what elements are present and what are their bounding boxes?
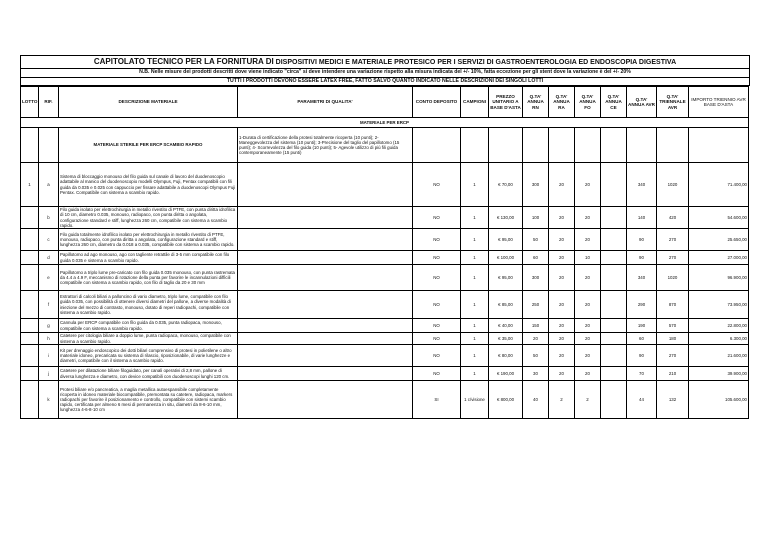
cell-importo: 22.800,00 <box>689 319 749 333</box>
cell-importo: 6.300,00 <box>689 333 749 345</box>
cell-qta-avr: 60 <box>627 333 657 345</box>
cell-conto-deposito: NO <box>413 319 461 333</box>
cell-importo: 21.600,00 <box>689 345 749 367</box>
cell-qta-rn: 50 <box>523 345 549 367</box>
cell-rif: g <box>39 319 59 333</box>
cell-rif: b <box>39 207 59 229</box>
cell-description: Kit per drenaggio endoscopico dei dotti biliari comprensivo di protesi in polietilene o altro materiale idoneo, precaricata su sistema di rilascio, riposizionabile, di varie lunghezze e diametri, compatibile con il sistema a scambio rapido. <box>59 345 238 367</box>
cell-importo: 73.950,00 <box>689 291 749 319</box>
cell-description: Filo guida totalmente idrofilico isolato per elettrochirurgia in metallo rivestito di PTFE, monouso, radiopaco, con punta diritta o angolata, configurazione standard e stiff, lunghezza 260 cm, diametro da 0.018 a 0.035, compatibile con sistema a scambio rapido. <box>59 229 238 251</box>
cell-qta-triennale: 1020 <box>657 163 689 207</box>
cell-qta-ce <box>601 207 627 229</box>
cell-qta-ra: 20 <box>549 291 575 319</box>
cell-qta-triennale: 270 <box>657 229 689 251</box>
cell-qta-avr: 70 <box>627 367 657 381</box>
cell-importo: 96.900,00 <box>689 265 749 291</box>
cell-lotto <box>21 319 39 333</box>
cell-qta-fo: 20 <box>575 367 601 381</box>
cell-qta-ra: 20 <box>549 345 575 367</box>
cell-qta-avr: 340 <box>627 265 657 291</box>
cell-params <box>238 291 413 319</box>
col-conto-deposito: CONTO DEPOSITO <box>413 87 461 118</box>
document-title <box>20 55 750 69</box>
cell-prezzo: € 190,00 <box>489 367 523 381</box>
cell-conto-deposito: NO <box>413 265 461 291</box>
cell-qta-fo: 20 <box>575 333 601 345</box>
cell-campioni: 1 <box>461 345 489 367</box>
cell-params <box>238 163 413 207</box>
cell-importo: 54.600,00 <box>689 207 749 229</box>
cell-prezzo: € 70,00 <box>489 163 523 207</box>
cell-campioni: 1 <box>461 251 489 265</box>
cell-campioni: 1 <box>461 265 489 291</box>
cell-qta-rn: 30 <box>523 367 549 381</box>
cell-conto-deposito: SI <box>413 381 461 419</box>
cell-qta-rn: 100 <box>523 207 549 229</box>
cell-rif: e <box>39 265 59 291</box>
cell-params <box>238 367 413 381</box>
cell-qta-avr: 190 <box>627 319 657 333</box>
cell-qta-fo: 20 <box>575 319 601 333</box>
table-row <box>21 319 749 333</box>
cell-conto-deposito: NO <box>413 251 461 265</box>
table-row <box>21 333 749 345</box>
cell-qta-fo: 10 <box>575 251 601 265</box>
cell-prezzo: € 100,00 <box>489 251 523 265</box>
cell-qta-triennale: 420 <box>657 207 689 229</box>
cell-rif: h <box>39 333 59 345</box>
cell-qta-ce <box>601 291 627 319</box>
cell-prezzo: € 130,00 <box>489 207 523 229</box>
cell-params <box>238 345 413 367</box>
cell-importo: 71.400,00 <box>689 163 749 207</box>
cell-prezzo: € 40,00 <box>489 319 523 333</box>
col-prezzo: PREZZO UNITARIO A BASE D'ASTA <box>489 87 523 118</box>
cell-campioni: 1 <box>461 207 489 229</box>
cell-lotto <box>21 251 39 265</box>
cell-importo: 105.600,00 <box>689 381 749 419</box>
cell-qta-ce <box>601 163 627 207</box>
cell-qta-ce <box>601 333 627 345</box>
cell-lotto <box>21 291 39 319</box>
cell-qta-ce <box>601 251 627 265</box>
subsection-row <box>21 128 749 163</box>
cell-qta-rn: 300 <box>523 265 549 291</box>
cell-description: Catetere per dilatazione biliare filoguidato, per canali operativi di 2,8 mm, pallone di diversa lunghezza e diametro, con device compatibili con duodenoscopi lunghi 120 cm. <box>59 367 238 381</box>
cell-rif: i <box>39 345 59 367</box>
cell-qta-ra: 2 <box>549 381 575 419</box>
cell-conto-deposito: NO <box>413 163 461 207</box>
table-row <box>21 367 749 381</box>
table-row <box>21 229 749 251</box>
cell-description: Papillotomo a triplo lume pre-caricato con filo guida 0.035 monouso, con punta rastremata da 4.4 a 4.9 F, meccanismo di rotazione della punta per favorire le incannulazioni difficili compatibile con sistema a scambio rapido, con filo di taglio da 20 e 30 mm <box>59 265 238 291</box>
cell-description: Sistema di bloccaggio monouso del filo guida sul canale di lavoro del duodenoscopio adattabile al manico del duodenoscopio modelli Olympus, Fuji, Pentax compatibili con fili guida da 0.035 e 0.025 con cappuccio per fissare adattabile a duodenoscopi Olympus Fuji Pentax. Compatibile con sistema a scambio rapido. <box>59 163 238 207</box>
section-title: MATERIALE PER ERCP <box>21 118 749 128</box>
col-importo: IMPORTO TRIENNIO AVR BASE D'ASTA <box>689 87 749 118</box>
cell-conto-deposito: NO <box>413 345 461 367</box>
cell-params <box>238 207 413 229</box>
cell-conto-deposito: NO <box>413 333 461 345</box>
col-parametri: PARAMETRI DI QUALITA' <box>238 87 413 118</box>
cell-prezzo: € 95,00 <box>489 265 523 291</box>
cell-qta-rn: 150 <box>523 319 549 333</box>
cell-prezzo: € 800,00 <box>489 381 523 419</box>
cell-qta-avr: 44 <box>627 381 657 419</box>
cell-rif: j <box>39 367 59 381</box>
cell-rif: c <box>39 229 59 251</box>
col-qta-triennale: Q.TA' TRIENNALE AVR <box>657 87 689 118</box>
cell-params <box>238 265 413 291</box>
cell-qta-ra: 20 <box>549 367 575 381</box>
cell-qta-triennale: 870 <box>657 291 689 319</box>
cell-description: Papillotomo ad ago monouso, ago con tagliente retrattile di 3-5 mm compatibile con filo guida 0.035 e sistema a scambio rapido. <box>59 251 238 265</box>
col-rif: RIF. <box>39 87 59 118</box>
cell-qta-triennale: 570 <box>657 319 689 333</box>
cell-qta-ce <box>601 229 627 251</box>
table-row <box>21 291 749 319</box>
cell-lotto: 1 <box>21 163 39 207</box>
lot-rows <box>21 163 749 419</box>
cell-campioni: 1 <box>461 367 489 381</box>
rif-cell <box>39 128 59 163</box>
cell-description: Estrattori di calcoli biliari a palloncino di vario diametro, triplo lume, compatibile con filo guida 0.035, con possibilità di ottenere diversi diametri del pallone, a diverse modalità di iniezione del mezzo di contrasto, monouso, dotato di reperi radiopachi, compatibile con sistema a scambio rapido. <box>59 291 238 319</box>
table-row <box>21 207 749 229</box>
cell-conto-deposito: NO <box>413 291 461 319</box>
quality-params: 1-Durata di certificazione della protesi totalmente ricoperta (10 punti); 2- Maneggevolezza del sistema (10 punti); 3-Precisione del taglio del papillotomo (15 punti); 4- Scorrevolezza del filo guida (10 punti); 5- Agevole utilizzo di più fili guida contemporaneamente (15 punti) <box>238 128 413 163</box>
note-latex-free: TUTTI I PRODOTTI DEVONO ESSERE LATEX FREE, FATTO SALVO QUANTO INDICATO NELLE DESCRIZIONI DEI SINGOLI LOTTI <box>20 77 750 86</box>
cell-prezzo: € 35,00 <box>489 333 523 345</box>
cell-campioni: 1 <box>461 291 489 319</box>
cell-rif: f <box>39 291 59 319</box>
col-qta-ce: Q.TA' ANNUA CE <box>601 87 627 118</box>
section-row <box>21 118 749 128</box>
col-qta-ra: Q.TA' ANNUA RA <box>549 87 575 118</box>
cell-campioni: 1 <box>461 229 489 251</box>
cell-qta-avr: 290 <box>627 291 657 319</box>
cell-qta-ra: 20 <box>549 251 575 265</box>
col-qta-fo: Q.TA' ANNUA FO <box>575 87 601 118</box>
cell-params <box>238 229 413 251</box>
cell-qta-avr: 340 <box>627 163 657 207</box>
cell-rif: a <box>39 163 59 207</box>
cell-qta-ra: 20 <box>549 163 575 207</box>
cell-conto-deposito: NO <box>413 367 461 381</box>
cell-qta-rn: 300 <box>523 163 549 207</box>
cell-qta-fo: 20 <box>575 345 601 367</box>
cell-qta-triennale: 270 <box>657 345 689 367</box>
cell-qta-rn: 60 <box>523 251 549 265</box>
note-measurements: N.B. Nelle misure dei prodotti descritti dove viene indicato "circa" si deve intendere una variazione rispetto alla misura indicata del +/- 10%, fatta eccezione per gli stent dove la variazione è del +/- 20% <box>20 68 750 78</box>
table-row <box>21 251 749 265</box>
cell-lotto <box>21 265 39 291</box>
table-row <box>21 265 749 291</box>
header-row <box>21 87 749 118</box>
cell-description: Catetere per citologia biliare a doppio lume, punta radiopaca, monouso, compatibile con sistema a scambio rapido. <box>59 333 238 345</box>
cell-qta-ce <box>601 265 627 291</box>
cell-lotto <box>21 207 39 229</box>
cell-qta-triennale: 270 <box>657 251 689 265</box>
cell-qta-ra: 20 <box>549 333 575 345</box>
cell-qta-ra: 20 <box>549 229 575 251</box>
title-prefix: CAPITOLATO TECNICO PER LA FORNITURA DI <box>93 57 274 66</box>
col-qta-rn: Q.TA' ANNUA RN <box>523 87 549 118</box>
col-campioni: CAMPIONI <box>461 87 489 118</box>
cell-params <box>238 251 413 265</box>
cell-description: Filo guida isolato per elettrochirurgia in metallo rivestito di PTFE, con punta diritta idrofilica di 10 cm, diametro 0.035, monouso, radiopaco, con punta diritta o angolata, configurazione standard e stiff, lunghezza 260 cm, compatibile con sistema a scambio rapido. <box>59 207 238 229</box>
lots-table <box>20 86 749 419</box>
cell-importo: 39.900,00 <box>689 367 749 381</box>
cell-importo: 27.000,00 <box>689 251 749 265</box>
cell-qta-triennale: 1020 <box>657 265 689 291</box>
table-row <box>21 163 749 207</box>
cell-lotto <box>21 229 39 251</box>
cell-qta-ra: 20 <box>549 319 575 333</box>
cell-params <box>238 333 413 345</box>
cell-campioni: 1 c/visione <box>461 381 489 419</box>
cell-lotto <box>21 367 39 381</box>
cell-conto-deposito: NO <box>413 207 461 229</box>
cell-qta-rn: 50 <box>523 229 549 251</box>
cell-qta-fo: 2 <box>575 381 601 419</box>
cell-prezzo: € 85,00 <box>489 291 523 319</box>
cell-qta-ce <box>601 319 627 333</box>
cell-qta-rn: 250 <box>523 291 549 319</box>
cell-description: Protesi biliare e/o pancreatica, a maglia metallica autoespansibile completamente ricoperta in idoneo materiale biocompatibile, premontata su catetere, radiopaca, markers radiopachi per favorire il posizionamento e controllo, compatibile con sistemi scambio rapido, certificata per almeno 6 mesi di permanenza in situ, diametri da 8-6-10 mm, lunghezza 4-6-8-10 cm <box>59 381 238 419</box>
cell-rif: k <box>39 381 59 419</box>
cell-conto-deposito: NO <box>413 229 461 251</box>
col-lotto: LOTTO <box>21 87 39 118</box>
cell-params <box>238 381 413 419</box>
cell-qta-fo: 20 <box>575 207 601 229</box>
col-descrizione: DESCRIZIONE MATERIALE <box>59 87 238 118</box>
table-row <box>21 381 749 419</box>
cell-qta-avr: 140 <box>627 207 657 229</box>
cell-importo: 25.650,00 <box>689 229 749 251</box>
cell-qta-rn: 40 <box>523 381 549 419</box>
cell-qta-fo: 20 <box>575 265 601 291</box>
cell-qta-avr: 90 <box>627 251 657 265</box>
cell-qta-ce <box>601 345 627 367</box>
cell-description: Cannula per ERCP compatibile con filo guida da 0.035, punta radiopaca, monouso, compatibile con sistema a scambio rapido. <box>59 319 238 333</box>
col-qta-avr: Q.TA' ANNUA AVR <box>627 87 657 118</box>
subsection-desc: MATERIALE STERILE PER ERCP SCAMBIO RAPIDO <box>59 128 238 163</box>
cell-lotto <box>21 345 39 367</box>
cell-rif: d <box>39 251 59 265</box>
cell-lotto <box>21 333 39 345</box>
cell-qta-fo: 20 <box>575 163 601 207</box>
cell-prezzo: € 95,00 <box>489 229 523 251</box>
cell-params <box>238 319 413 333</box>
cell-qta-ra: 20 <box>549 265 575 291</box>
cell-qta-avr: 90 <box>627 229 657 251</box>
cell-campioni: 1 <box>461 163 489 207</box>
cell-qta-triennale: 180 <box>657 333 689 345</box>
cell-qta-ce <box>601 367 627 381</box>
cell-qta-ce <box>601 381 627 419</box>
lotto-cell <box>21 128 39 163</box>
cell-qta-rn: 20 <box>523 333 549 345</box>
cell-campioni: 1 <box>461 319 489 333</box>
cell-qta-fo: 20 <box>575 229 601 251</box>
cell-qta-triennale: 132 <box>657 381 689 419</box>
cell-qta-triennale: 210 <box>657 367 689 381</box>
cell-qta-avr: 90 <box>627 345 657 367</box>
cell-prezzo: € 80,00 <box>489 345 523 367</box>
cell-qta-fo: 20 <box>575 291 601 319</box>
cell-qta-ra: 20 <box>549 207 575 229</box>
title-rest: DISPOSITIVI MEDICI E MATERIALE PROTESICO PER I SERVIZI DI GASTROENTEROLOGIA ED ENDOSCOPIA DIGESTIVA <box>275 59 677 66</box>
table-row <box>21 345 749 367</box>
cell-lotto <box>21 381 39 419</box>
cell-campioni: 1 <box>461 333 489 345</box>
